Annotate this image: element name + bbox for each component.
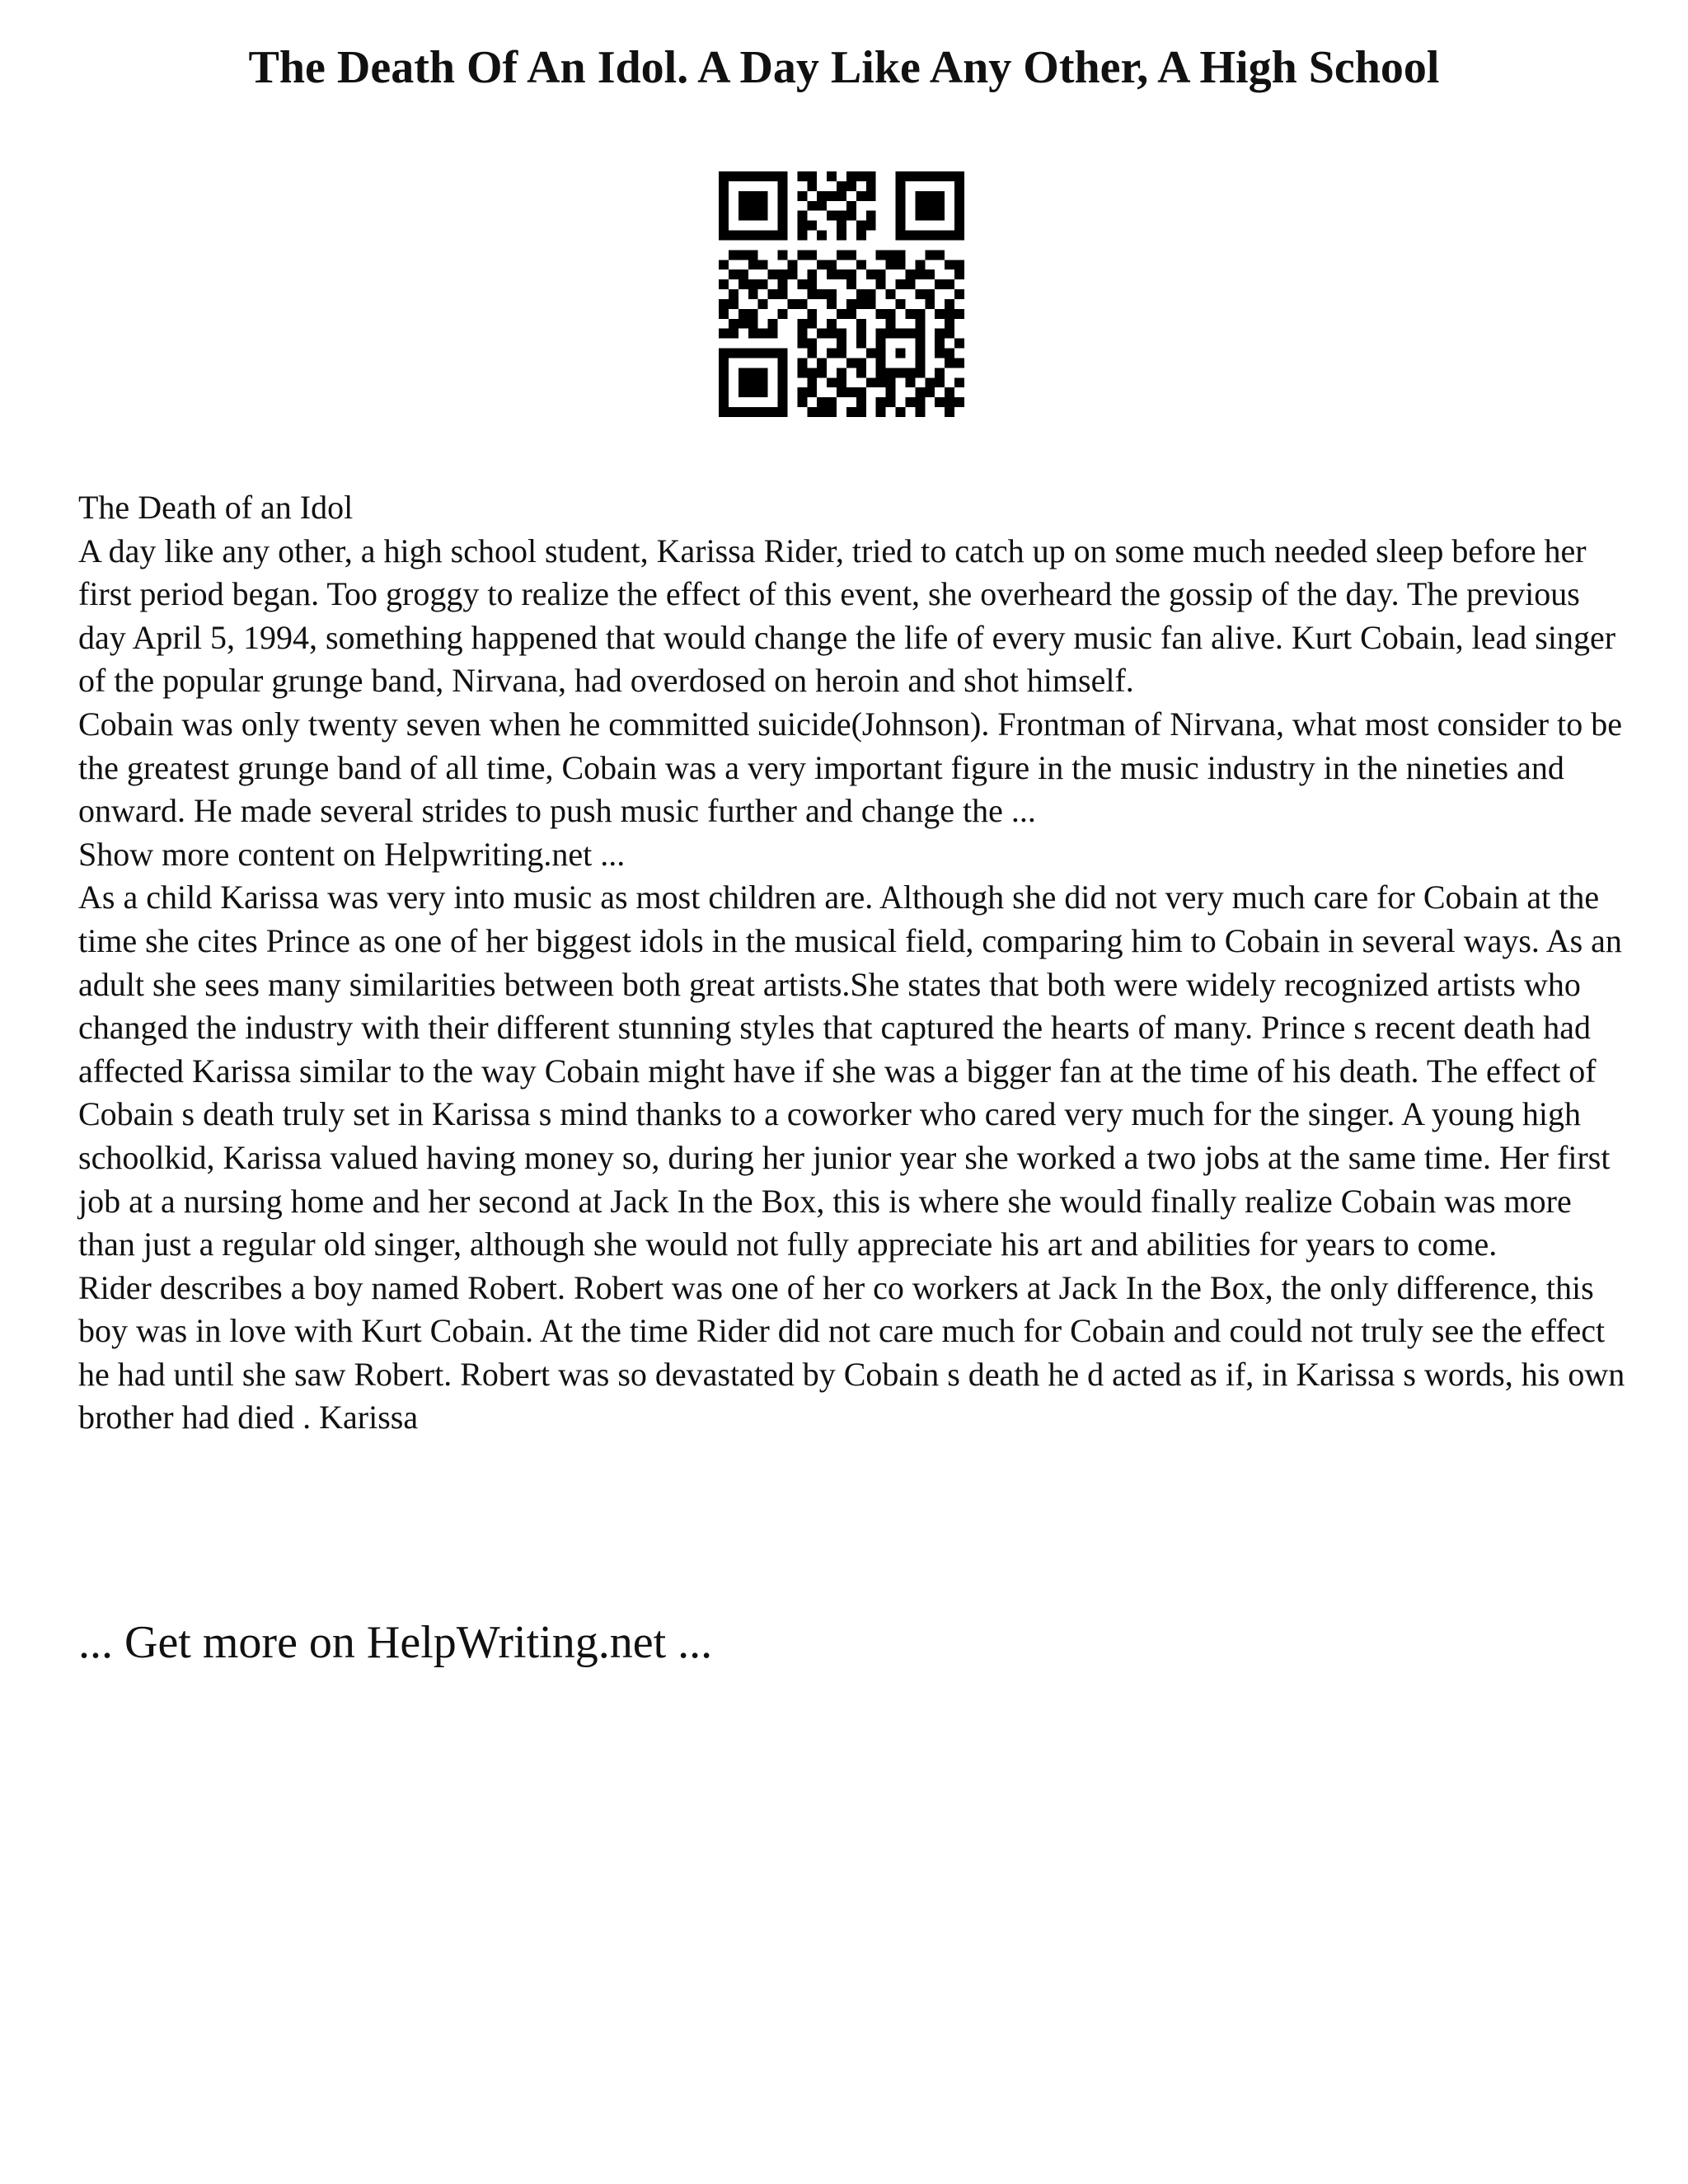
document-title: The Death Of An Idol. A Day Like Any Other, A High School (248, 42, 1440, 93)
body-paragraph: As a child Karissa was very into music as most children are. Although she did not very much care for Cobain at the time she cites Prince as one of her biggest idols in the musical field, comparing him to Cobain in several ways. As an adult she sees many similarities between both great artists.She states that both were widely recognized artists who changed the industry with their different stunning styles that captured the hearts of many. Prince s recent death had affected Karissa similar to the way Cobain might have if she was a bigger fan at the time of his death. The effect of Cobain s death truly set in Karissa s mind thanks to a coworker who cared very much for the singer. A young high schoolkid, Karissa valued having money so, during her junior year she worked a two jobs at the same time. Her first job at a nursing home and her second at Jack In the Box, this is where she would finally realize Cobain was more than just a regular old singer, although she would not fully appreciate his art and abilities for years to come. (78, 879, 1622, 1263)
get-more-link[interactable]: ... Get more on HelpWriting.net ... (78, 1617, 713, 1668)
body-heading: The Death of an Idol (78, 489, 354, 526)
show-more-link[interactable]: Show more content on Helpwriting.net ... (78, 835, 626, 873)
body-paragraph: A day like any other, a high school student, Karissa Rider, tried to catch up on some much needed sleep before her first period began. Too groggy to realize the effect of this event, she overheard the gossip of the day. The previous day April 5, 1994, something happened that would change the life of every music fan alive. Kurt Cobain, lead singer of the popular grunge band, Nirvana, had overdosed on heroin and shot himself. (78, 532, 1616, 700)
qr-code-icon[interactable] (719, 171, 964, 417)
body-paragraph: Rider describes a boy named Robert. Robert was one of her co workers at Jack In the Box, the only difference, this boy was in love with Kurt Cobain. At the time Rider did not care much for Cobain and could not truly see the effect he had until she saw Robert. Robert was so devastated by Cobain s death he d acted as if, in Karissa s words, his own brother had died . Karissa (78, 1268, 1625, 1436)
document-body (78, 486, 1628, 1440)
body-paragraph: Cobain was only twenty seven when he committed suicide(Johnson). Frontman of Nirvana, what most consider to be the greatest grunge band of all time, Cobain was a very important figure in the music industry in the nineties and onward. He made several strides to push music further and change the ... (78, 705, 1622, 830)
